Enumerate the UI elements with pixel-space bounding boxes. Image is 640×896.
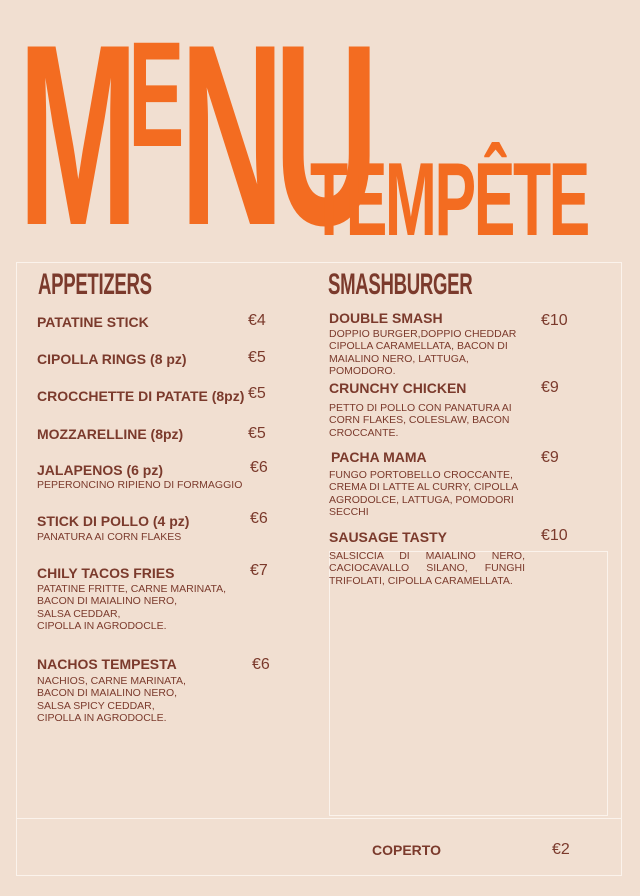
- appetizer-desc: PATATINE FRITTE, CARNE MARINATA, BACON DI MAIALINO NERO, SALSA CEDDAR, CIPOLLA IN AGRODOCLE.: [37, 583, 227, 633]
- appetizer-name: PATATINE STICK: [37, 314, 149, 330]
- menu-title-e: E: [128, 10, 180, 178]
- appetizer-name: NACHOS TEMPESTA: [37, 656, 177, 672]
- appetizer-price: €5: [248, 425, 266, 442]
- appetizer-desc: PANATURA AI CORN FLAKES: [37, 531, 182, 543]
- appetizer-price: €5: [248, 385, 266, 402]
- burger-desc: PETTO DI POLLO CON PANATURA AI CORN FLAKES, COLESLAW, BACON CROCCANTE.: [329, 402, 512, 439]
- burger-name: CRUNCHY CHICKEN: [329, 380, 467, 396]
- burger-price: €10: [541, 312, 568, 329]
- empty-box: [329, 551, 608, 816]
- appetizer-price: €5: [248, 349, 266, 366]
- coperto-label: COPERTO: [372, 842, 441, 858]
- appetizer-name: MOZZARELLINE (8pz): [37, 426, 184, 442]
- restaurant-name: TEMPÊTE: [310, 142, 588, 258]
- appetizer-desc: PEPERONCINO RIPIENO DI FORMAGGIO: [37, 479, 243, 491]
- appetizer-name: CIPOLLA RINGS (8 pz): [37, 351, 187, 367]
- menu-title-m: M: [18, 0, 129, 279]
- burgers-title: SMASHBURGER: [328, 268, 473, 301]
- appetizer-price: €6: [250, 510, 268, 527]
- appetizer-name: STICK DI POLLO (4 pz): [37, 513, 190, 529]
- appetizers-title: APPETIZERS: [38, 268, 152, 301]
- menu-title-nu: NU: [179, 0, 369, 279]
- appetizer-desc: NACHIOS, CARNE MARINATA, BACON DI MAIALINO NERO, SALSA SPICY CEDDAR, CIPOLLA IN AGRODOCLE.: [37, 675, 186, 725]
- appetizer-price: €4: [248, 312, 266, 329]
- burger-price: €10: [541, 527, 568, 544]
- coperto-price: €2: [552, 841, 570, 858]
- burger-name: SAUSAGE TASTY: [329, 529, 447, 545]
- burger-name: PACHA MAMA: [331, 449, 427, 465]
- burger-desc: DOPPIO BURGER,DOPPIO CHEDDAR CIPOLLA CARAMELLATA, BACON DI MAIALINO NERO, LATTUGA, POMODORO.: [329, 328, 517, 378]
- footer-divider: [16, 818, 622, 819]
- appetizer-name: CROCCHETTE DI PATATE (8pz): [37, 388, 245, 404]
- appetizer-name: JALAPENOS (6 pz): [37, 462, 164, 478]
- burger-price: €9: [541, 379, 559, 396]
- appetizer-price: €6: [252, 656, 270, 673]
- burger-price: €9: [541, 449, 559, 466]
- burger-desc: SALSICCIA DI MAIALINO NERO, CACIOCAVALLO SILANO, FUNGHI TRIFOLATI, CIPOLLA CARAMELLATA.: [329, 550, 525, 587]
- burger-desc: FUNGO PORTOBELLO CROCCANTE, CREMA DI LATTE AL CURRY, CIPOLLA AGRODOLCE, LATTUGA, POMODORI SECCHI: [329, 469, 519, 519]
- appetizer-name: CHILY TACOS FRIES: [37, 565, 175, 581]
- appetizer-price: €6: [250, 459, 268, 476]
- appetizer-price: €7: [250, 562, 268, 579]
- burger-name: DOUBLE SMASH: [329, 310, 443, 326]
